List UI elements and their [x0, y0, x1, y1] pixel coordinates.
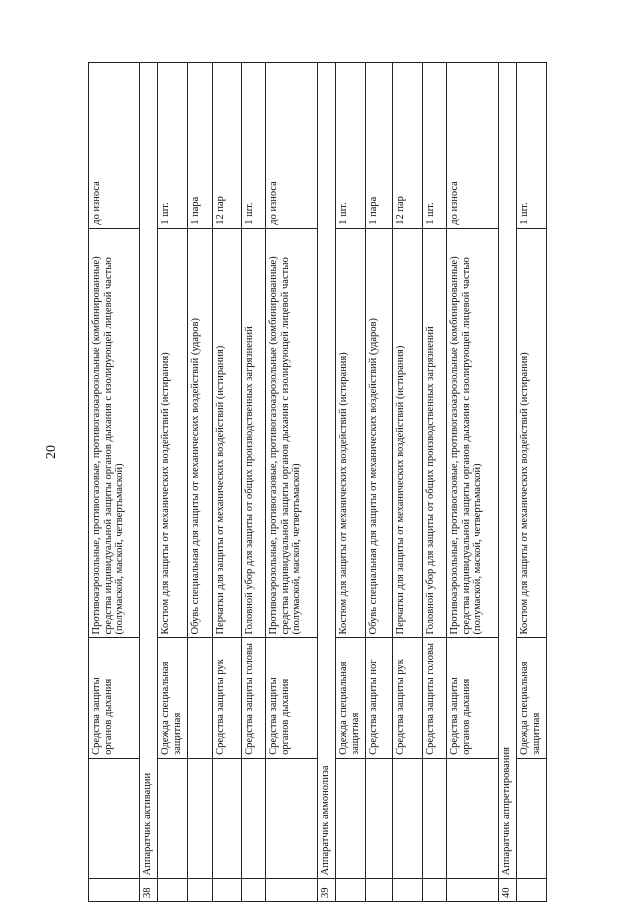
row-number: 40 — [501, 887, 512, 898]
profession-name-cell — [447, 758, 499, 878]
table-row — [266, 63, 318, 902]
issue-norm-cell — [393, 63, 423, 229]
issue-norm: 12 пар — [395, 196, 406, 225]
ppe-category: Средства защиты головы — [244, 643, 255, 755]
ppe-item: Костюм для защиты от механических воздействий (истирания) — [519, 352, 530, 635]
ppe-item: Перчатки для защиты от механических воздействий (истирания) — [215, 345, 226, 635]
profession-name-cell — [158, 758, 188, 878]
issue-norm-cell — [447, 63, 499, 229]
ppe-item-cell — [188, 228, 213, 638]
table-body — [89, 63, 547, 902]
ppe-item-cell — [242, 228, 266, 638]
ppe-item: Головной убор для защиты от общих производственных загрязнений — [425, 326, 436, 635]
ppe-item: Обувь специальная для защиты от механических воздействий (ударов) — [190, 318, 201, 635]
profession-name-cell — [318, 63, 336, 879]
ppe-category-cell — [89, 638, 140, 758]
ppe-category-cell — [423, 638, 447, 758]
issue-norm-cell — [517, 63, 547, 229]
ppe-category-cell — [336, 638, 366, 758]
ppe-category-cell — [266, 638, 318, 758]
ppe-category-cell — [242, 638, 266, 758]
table-row — [242, 63, 266, 902]
profession-name: Аппаратчик аммонолиза — [320, 765, 331, 876]
row-number-cell — [89, 879, 140, 902]
table-row — [336, 63, 366, 902]
ppe-item-cell — [213, 228, 242, 638]
profession-name-cell — [517, 758, 547, 878]
ppe-item: Противоаэрозольные, противогазовые, противогазоаэрозольные (комбинированные) средства индивидуальной защиты органов дыхания с изолирующей лицевой частью (полумаской, маской, четвертьмаской) — [91, 256, 126, 635]
ppe-item: Противоаэрозольные, противогазовые, противогазоаэрозольные (комбинированные) средства индивидуальной защиты органов дыхания с изолирующей лицевой частью (полумаской, маской, четвертьмаской) — [449, 256, 484, 635]
ppe-item: Костюм для защиты от механических воздействий (истирания) — [338, 352, 349, 635]
issue-norm-cell — [423, 63, 447, 229]
ppe-category-cell — [393, 638, 423, 758]
issue-norm: 1 пара — [190, 196, 201, 225]
ppe-category: Средства защиты органов дыхания — [91, 677, 114, 755]
issue-norm: 1 шт. — [160, 202, 171, 225]
row-number-cell — [242, 879, 266, 902]
ppe-category: Средства защиты рук — [395, 659, 406, 755]
profession-name: Аппаратчик активации — [142, 772, 153, 876]
table-row — [188, 63, 213, 902]
ppe-category-cell — [188, 638, 213, 758]
ppe-item-cell — [336, 228, 366, 638]
ppe-category: Средства защиты ног — [368, 659, 379, 755]
ppe-item: Противоаэрозольные, противогазовые, противогазоаэрозольные (комбинированные) средства индивидуальной защиты органов дыхания с изолирующей лицевой частью (полумаской, маской, четвертьмаской) — [268, 256, 303, 635]
profession-name-cell — [423, 758, 447, 878]
ppe-category-cell — [517, 638, 547, 758]
ppe-category: Средства защиты головы — [425, 643, 436, 755]
profession-name-cell — [89, 758, 140, 878]
ppe-category: Средства защиты органов дыхания — [449, 677, 472, 755]
profession-name-cell — [140, 63, 158, 879]
issue-norm: до износа — [449, 181, 460, 225]
issue-norm-cell — [366, 63, 393, 229]
ppe-category: Средства защиты рук — [215, 659, 226, 755]
ppe-item-cell — [158, 228, 188, 638]
row-number-cell — [366, 879, 393, 902]
issue-norm: 12 пар — [215, 196, 226, 225]
profession-name-cell — [366, 758, 393, 878]
table-row — [366, 63, 393, 902]
ppe-category-cell — [447, 638, 499, 758]
ppe-item-cell — [517, 228, 547, 638]
row-number-cell — [499, 879, 517, 902]
ppe-item-cell — [393, 228, 423, 638]
row-number-cell — [336, 879, 366, 902]
table-row — [140, 63, 158, 902]
table-row — [447, 63, 499, 902]
row-number-cell — [266, 879, 318, 902]
profession-name-cell — [242, 758, 266, 878]
ppe-item-cell — [447, 228, 499, 638]
ppe-item: Костюм для защиты от механических воздействий (истирания) — [160, 352, 171, 635]
row-number: 39 — [320, 887, 331, 898]
table-row — [89, 63, 140, 902]
issue-norm-cell — [213, 63, 242, 229]
row-number-cell — [213, 879, 242, 902]
issue-norm-cell — [89, 63, 140, 229]
ppe-category-cell — [366, 638, 393, 758]
issue-norm: 1 шт. — [244, 202, 255, 225]
page-number: 20 — [44, 445, 59, 459]
issue-norm-cell — [242, 63, 266, 229]
ppe-category: Средства защиты органов дыхания — [268, 677, 291, 755]
row-number-cell — [423, 879, 447, 902]
ppe-item: Перчатки для защиты от механических воздействий (истирания) — [395, 345, 406, 635]
profession-name: Аппаратчик аппретирования — [501, 747, 512, 876]
ppe-category-cell — [213, 638, 242, 758]
row-number-cell — [447, 879, 499, 902]
ppe-item-cell — [423, 228, 447, 638]
issue-norm: 1 шт. — [519, 202, 530, 225]
row-number-cell — [188, 879, 213, 902]
table-row — [213, 63, 242, 902]
issue-norm: до износа — [91, 181, 102, 225]
row-number-cell — [393, 879, 423, 902]
issue-norm: 1 пара — [368, 196, 379, 225]
issue-norm-cell — [336, 63, 366, 229]
issue-norm: 1 шт. — [425, 202, 436, 225]
profession-name-cell — [188, 758, 213, 878]
issue-norm-cell — [158, 63, 188, 229]
row-number-cell — [517, 879, 547, 902]
profession-name-cell — [336, 758, 366, 878]
profession-name-cell — [393, 758, 423, 878]
issue-norm: 1 шт. — [338, 202, 349, 225]
profession-name-cell — [499, 63, 517, 879]
row-number-cell — [158, 879, 188, 902]
table-row — [423, 63, 447, 902]
table-row — [158, 63, 188, 902]
row-number: 38 — [142, 887, 153, 898]
profession-name-cell — [213, 758, 242, 878]
ppe-category: Одежда специальная защитная — [519, 661, 542, 755]
ppe-item-cell — [366, 228, 393, 638]
row-number-cell — [140, 879, 158, 902]
ppe-category: Одежда специальная защитная — [160, 661, 183, 755]
ppe-item: Головной убор для защиты от общих производственных загрязнений — [244, 326, 255, 635]
ppe-item-cell — [266, 228, 318, 638]
table-row — [318, 63, 336, 902]
ppe-table — [88, 62, 547, 902]
ppe-item-cell — [89, 228, 140, 638]
issue-norm: до износа — [268, 181, 279, 225]
issue-norm-cell — [266, 63, 318, 229]
table-row — [517, 63, 547, 902]
rotated-table-container — [88, 62, 567, 902]
ppe-item: Обувь специальная для защиты от механических воздействий (ударов) — [368, 318, 379, 635]
issue-norm-cell — [188, 63, 213, 229]
table-row — [499, 63, 517, 902]
ppe-category: Одежда специальная защитная — [338, 661, 361, 755]
table-row — [393, 63, 423, 902]
profession-name-cell — [266, 758, 318, 878]
ppe-category-cell — [158, 638, 188, 758]
row-number-cell — [318, 879, 336, 902]
